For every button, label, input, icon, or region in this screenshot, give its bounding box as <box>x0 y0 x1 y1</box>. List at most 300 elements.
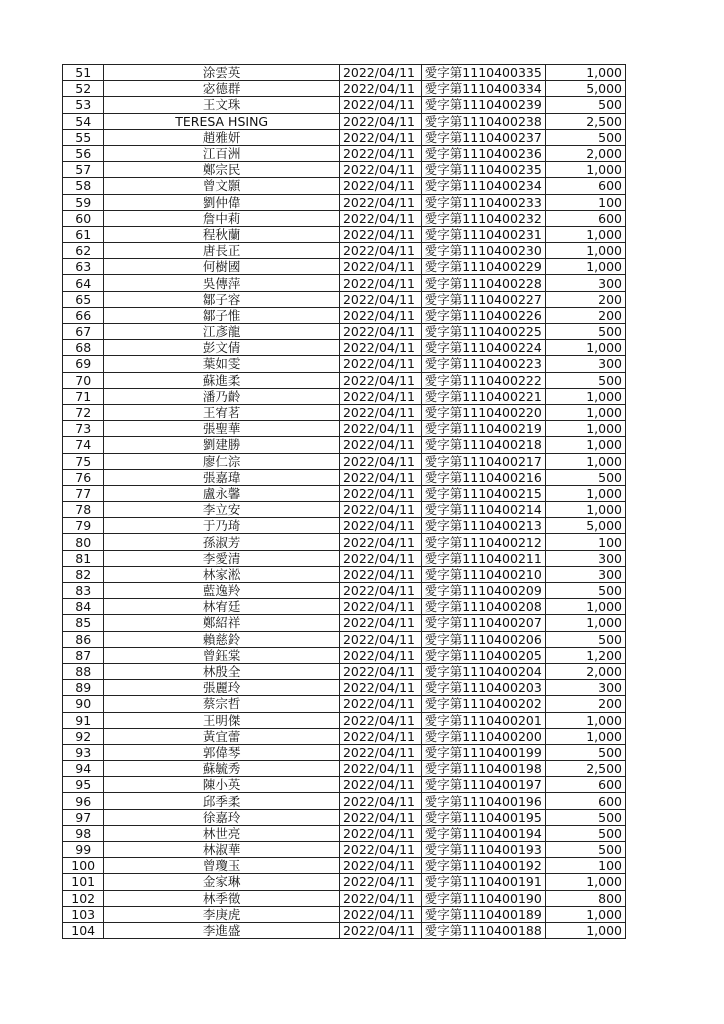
table-row <box>63 372 626 388</box>
receipt-number: 愛字第1110400190 <box>421 890 545 906</box>
table-row <box>63 583 626 599</box>
row-number: 55 <box>63 129 104 145</box>
receipt-number: 愛字第1110400191 <box>421 874 545 890</box>
donor-name: 鄒子容 <box>104 291 340 307</box>
donation-date: 2022/04/11 <box>339 874 421 890</box>
receipt-number: 愛字第1110400200 <box>421 728 545 744</box>
receipt-number: 愛字第1110400238 <box>421 113 545 129</box>
donation-date: 2022/04/11 <box>339 777 421 793</box>
receipt-number: 愛字第1110400195 <box>421 809 545 825</box>
table-row <box>63 647 626 663</box>
row-number: 95 <box>63 777 104 793</box>
donation-amount: 1,000 <box>546 259 626 275</box>
receipt-number: 愛字第1110400334 <box>421 81 545 97</box>
receipt-number: 愛字第1110400228 <box>421 275 545 291</box>
table-row <box>63 162 626 178</box>
receipt-number: 愛字第1110400216 <box>421 469 545 485</box>
receipt-number: 愛字第1110400205 <box>421 647 545 663</box>
table-row <box>63 421 626 437</box>
donation-amount: 2,500 <box>546 113 626 129</box>
row-number: 103 <box>63 906 104 922</box>
donor-name: 蔡宗哲 <box>104 696 340 712</box>
row-number: 78 <box>63 502 104 518</box>
donation-amount: 2,000 <box>546 663 626 679</box>
donation-amount: 1,000 <box>546 340 626 356</box>
donor-name: 李愛清 <box>104 550 340 566</box>
donor-name: 林家淞 <box>104 566 340 582</box>
row-number: 72 <box>63 404 104 420</box>
table-row <box>63 761 626 777</box>
table-row <box>63 842 626 858</box>
donor-name: 曾鈺棠 <box>104 647 340 663</box>
table-row <box>63 113 626 129</box>
table-row <box>63 404 626 420</box>
donation-amount: 500 <box>546 825 626 841</box>
donation-date: 2022/04/11 <box>339 65 421 81</box>
row-number: 90 <box>63 696 104 712</box>
receipt-number: 愛字第1110400188 <box>421 922 545 938</box>
donation-amount: 5,000 <box>546 518 626 534</box>
table-row <box>63 518 626 534</box>
table-row <box>63 129 626 145</box>
donation-amount: 1,000 <box>546 65 626 81</box>
donation-amount: 100 <box>546 534 626 550</box>
donation-amount: 500 <box>546 842 626 858</box>
row-number: 60 <box>63 210 104 226</box>
donation-date: 2022/04/11 <box>339 761 421 777</box>
receipt-number: 愛字第1110400192 <box>421 858 545 874</box>
donation-date: 2022/04/11 <box>339 518 421 534</box>
table-row <box>63 210 626 226</box>
row-number: 92 <box>63 728 104 744</box>
table-row <box>63 275 626 291</box>
donor-name: TERESA HSING <box>104 113 340 129</box>
donation-date: 2022/04/11 <box>339 210 421 226</box>
donation-date: 2022/04/11 <box>339 469 421 485</box>
donation-date: 2022/04/11 <box>339 81 421 97</box>
row-number: 104 <box>63 922 104 938</box>
receipt-number: 愛字第1110400209 <box>421 583 545 599</box>
table-row <box>63 615 626 631</box>
donor-name: 金家琳 <box>104 874 340 890</box>
donation-date: 2022/04/11 <box>339 744 421 760</box>
table-row <box>63 663 626 679</box>
row-number: 77 <box>63 485 104 501</box>
donation-amount: 600 <box>546 777 626 793</box>
row-number: 83 <box>63 583 104 599</box>
donation-amount: 200 <box>546 291 626 307</box>
row-number: 97 <box>63 809 104 825</box>
donation-date: 2022/04/11 <box>339 178 421 194</box>
table-row <box>63 178 626 194</box>
donation-amount: 200 <box>546 696 626 712</box>
donation-amount: 1,000 <box>546 388 626 404</box>
donor-name: 林宥廷 <box>104 599 340 615</box>
donor-name: 程秋蘭 <box>104 226 340 242</box>
donation-date: 2022/04/11 <box>339 485 421 501</box>
table-row <box>63 469 626 485</box>
row-number: 66 <box>63 307 104 323</box>
table-row <box>63 922 626 938</box>
table-row <box>63 226 626 242</box>
donation-date: 2022/04/11 <box>339 307 421 323</box>
donor-name: 張聖華 <box>104 421 340 437</box>
donation-date: 2022/04/11 <box>339 453 421 469</box>
donor-name: 何樹國 <box>104 259 340 275</box>
row-number: 54 <box>63 113 104 129</box>
donation-date: 2022/04/11 <box>339 825 421 841</box>
row-number: 63 <box>63 259 104 275</box>
row-number: 84 <box>63 599 104 615</box>
donor-name: 詹中莉 <box>104 210 340 226</box>
table-row <box>63 145 626 161</box>
table-row <box>63 712 626 728</box>
donation-amount: 500 <box>546 809 626 825</box>
receipt-number: 愛字第1110400214 <box>421 502 545 518</box>
table-row <box>63 906 626 922</box>
donor-name: 陳小英 <box>104 777 340 793</box>
donor-name: 涂雲英 <box>104 65 340 81</box>
donor-name: 葉如雯 <box>104 356 340 372</box>
receipt-number: 愛字第1110400198 <box>421 761 545 777</box>
donation-amount: 300 <box>546 356 626 372</box>
donor-name: 林淑華 <box>104 842 340 858</box>
row-number: 99 <box>63 842 104 858</box>
donation-amount: 600 <box>546 178 626 194</box>
donor-name: 廖仁淙 <box>104 453 340 469</box>
table-row <box>63 728 626 744</box>
row-number: 101 <box>63 874 104 890</box>
donation-date: 2022/04/11 <box>339 388 421 404</box>
donation-date: 2022/04/11 <box>339 793 421 809</box>
row-number: 52 <box>63 81 104 97</box>
donation-amount: 1,000 <box>546 922 626 938</box>
donation-amount: 500 <box>546 97 626 113</box>
donation-date: 2022/04/11 <box>339 145 421 161</box>
donor-name: 邱季柔 <box>104 793 340 809</box>
donation-date: 2022/04/11 <box>339 647 421 663</box>
donation-date: 2022/04/11 <box>339 583 421 599</box>
donation-date: 2022/04/11 <box>339 372 421 388</box>
donation-amount: 1,000 <box>546 421 626 437</box>
donation-amount: 300 <box>546 550 626 566</box>
receipt-number: 愛字第1110400211 <box>421 550 545 566</box>
donation-date: 2022/04/11 <box>339 129 421 145</box>
row-number: 69 <box>63 356 104 372</box>
donation-amount: 1,200 <box>546 647 626 663</box>
receipt-number: 愛字第1110400218 <box>421 437 545 453</box>
donation-date: 2022/04/11 <box>339 599 421 615</box>
donor-name: 孫淑芳 <box>104 534 340 550</box>
receipt-number: 愛字第1110400204 <box>421 663 545 679</box>
donation-amount: 1,000 <box>546 437 626 453</box>
table-row <box>63 340 626 356</box>
table-row <box>63 631 626 647</box>
receipt-number: 愛字第1110400227 <box>421 291 545 307</box>
donor-name: 黃宜蕾 <box>104 728 340 744</box>
donation-amount: 1,000 <box>546 453 626 469</box>
row-number: 58 <box>63 178 104 194</box>
table-row <box>63 485 626 501</box>
table-row <box>63 777 626 793</box>
receipt-number: 愛字第1110400217 <box>421 453 545 469</box>
table-row <box>63 291 626 307</box>
donation-date: 2022/04/11 <box>339 890 421 906</box>
donation-date: 2022/04/11 <box>339 712 421 728</box>
table-row <box>63 502 626 518</box>
receipt-number: 愛字第1110400221 <box>421 388 545 404</box>
donor-name: 王宥茗 <box>104 404 340 420</box>
donation-amount: 500 <box>546 631 626 647</box>
row-number: 85 <box>63 615 104 631</box>
donation-amount: 2,500 <box>546 761 626 777</box>
row-number: 86 <box>63 631 104 647</box>
donation-date: 2022/04/11 <box>339 194 421 210</box>
donation-date: 2022/04/11 <box>339 162 421 178</box>
table-row <box>63 680 626 696</box>
row-number: 91 <box>63 712 104 728</box>
donor-name: 賴慈鈴 <box>104 631 340 647</box>
donation-amount: 300 <box>546 680 626 696</box>
donor-name: 劉仲偉 <box>104 194 340 210</box>
donor-name: 潘乃齡 <box>104 388 340 404</box>
row-number: 73 <box>63 421 104 437</box>
donation-amount: 1,000 <box>546 404 626 420</box>
donation-date: 2022/04/11 <box>339 502 421 518</box>
table-row <box>63 809 626 825</box>
table-row <box>63 307 626 323</box>
row-number: 80 <box>63 534 104 550</box>
donation-date: 2022/04/11 <box>339 113 421 129</box>
row-number: 81 <box>63 550 104 566</box>
receipt-number: 愛字第1110400335 <box>421 65 545 81</box>
donation-date: 2022/04/11 <box>339 243 421 259</box>
donation-date: 2022/04/11 <box>339 728 421 744</box>
donor-name: 林世亮 <box>104 825 340 841</box>
receipt-number: 愛字第1110400237 <box>421 129 545 145</box>
row-number: 67 <box>63 324 104 340</box>
receipt-number: 愛字第1110400232 <box>421 210 545 226</box>
donor-name: 于乃琦 <box>104 518 340 534</box>
row-number: 102 <box>63 890 104 906</box>
donor-name: 蘇進柔 <box>104 372 340 388</box>
donation-date: 2022/04/11 <box>339 696 421 712</box>
table-row <box>63 356 626 372</box>
table-row <box>63 874 626 890</box>
donor-name: 彭文倩 <box>104 340 340 356</box>
table-row <box>63 194 626 210</box>
donation-date: 2022/04/11 <box>339 550 421 566</box>
row-number: 98 <box>63 825 104 841</box>
donation-date: 2022/04/11 <box>339 404 421 420</box>
table-row <box>63 324 626 340</box>
receipt-number: 愛字第1110400208 <box>421 599 545 615</box>
table-row <box>63 388 626 404</box>
donor-name: 鄭宗民 <box>104 162 340 178</box>
donor-name: 林殷全 <box>104 663 340 679</box>
donor-name: 李庚虎 <box>104 906 340 922</box>
donation-amount: 1,000 <box>546 226 626 242</box>
donation-date: 2022/04/11 <box>339 680 421 696</box>
donation-date: 2022/04/11 <box>339 340 421 356</box>
donation-date: 2022/04/11 <box>339 906 421 922</box>
row-number: 62 <box>63 243 104 259</box>
row-number: 79 <box>63 518 104 534</box>
receipt-number: 愛字第1110400215 <box>421 485 545 501</box>
receipt-number: 愛字第1110400223 <box>421 356 545 372</box>
receipt-number: 愛字第1110400207 <box>421 615 545 631</box>
receipt-number: 愛字第1110400219 <box>421 421 545 437</box>
donation-date: 2022/04/11 <box>339 259 421 275</box>
donor-name: 宓德群 <box>104 81 340 97</box>
donation-amount: 100 <box>546 858 626 874</box>
donation-date: 2022/04/11 <box>339 615 421 631</box>
donation-amount: 200 <box>546 307 626 323</box>
table-row <box>63 534 626 550</box>
donation-amount: 1,000 <box>546 502 626 518</box>
receipt-number: 愛字第1110400213 <box>421 518 545 534</box>
receipt-number: 愛字第1110400203 <box>421 680 545 696</box>
donation-amount: 500 <box>546 324 626 340</box>
table-row <box>63 97 626 113</box>
donation-amount: 500 <box>546 372 626 388</box>
donation-date: 2022/04/11 <box>339 291 421 307</box>
receipt-number: 愛字第1110400196 <box>421 793 545 809</box>
donation-amount: 300 <box>546 566 626 582</box>
donor-name: 唐長正 <box>104 243 340 259</box>
receipt-number: 愛字第1110400220 <box>421 404 545 420</box>
row-number: 59 <box>63 194 104 210</box>
donor-name: 鄒子惟 <box>104 307 340 323</box>
donation-date: 2022/04/11 <box>339 437 421 453</box>
receipt-number: 愛字第1110400226 <box>421 307 545 323</box>
donor-name: 江彥龍 <box>104 324 340 340</box>
receipt-number: 愛字第1110400202 <box>421 696 545 712</box>
donation-date: 2022/04/11 <box>339 226 421 242</box>
receipt-number: 愛字第1110400201 <box>421 712 545 728</box>
row-number: 94 <box>63 761 104 777</box>
donation-amount: 1,000 <box>546 162 626 178</box>
donor-name: 蘇毓秀 <box>104 761 340 777</box>
receipt-number: 愛字第1110400212 <box>421 534 545 550</box>
receipt-number: 愛字第1110400206 <box>421 631 545 647</box>
row-number: 68 <box>63 340 104 356</box>
row-number: 64 <box>63 275 104 291</box>
receipt-number: 愛字第1110400233 <box>421 194 545 210</box>
receipt-number: 愛字第1110400194 <box>421 825 545 841</box>
donation-date: 2022/04/11 <box>339 356 421 372</box>
donor-name: 李進盛 <box>104 922 340 938</box>
donation-date: 2022/04/11 <box>339 534 421 550</box>
donation-amount: 500 <box>546 744 626 760</box>
donation-amount: 1,000 <box>546 906 626 922</box>
donation-amount: 1,000 <box>546 243 626 259</box>
table-row <box>63 858 626 874</box>
donation-date: 2022/04/11 <box>339 663 421 679</box>
donor-name: 張麗玲 <box>104 680 340 696</box>
row-number: 71 <box>63 388 104 404</box>
table-row <box>63 599 626 615</box>
row-number: 51 <box>63 65 104 81</box>
donor-name: 王明傑 <box>104 712 340 728</box>
donor-name: 王文珠 <box>104 97 340 113</box>
row-number: 75 <box>63 453 104 469</box>
donation-date: 2022/04/11 <box>339 842 421 858</box>
donation-amount: 1,000 <box>546 728 626 744</box>
row-number: 53 <box>63 97 104 113</box>
donation-amount: 2,000 <box>546 145 626 161</box>
table-row <box>63 744 626 760</box>
donation-date: 2022/04/11 <box>339 275 421 291</box>
donor-name: 吳傳萍 <box>104 275 340 291</box>
row-number: 100 <box>63 858 104 874</box>
table-row <box>63 453 626 469</box>
receipt-number: 愛字第1110400222 <box>421 372 545 388</box>
table-row <box>63 81 626 97</box>
row-number: 96 <box>63 793 104 809</box>
row-number: 87 <box>63 647 104 663</box>
donation-date: 2022/04/11 <box>339 858 421 874</box>
donation-amount: 100 <box>546 194 626 210</box>
receipt-number: 愛字第1110400235 <box>421 162 545 178</box>
donation-date: 2022/04/11 <box>339 324 421 340</box>
row-number: 93 <box>63 744 104 760</box>
donor-name: 徐嘉玲 <box>104 809 340 825</box>
donor-name: 曾文顥 <box>104 178 340 194</box>
donor-name: 藍逸羚 <box>104 583 340 599</box>
row-number: 56 <box>63 145 104 161</box>
row-number: 82 <box>63 566 104 582</box>
donation-amount: 1,000 <box>546 615 626 631</box>
receipt-number: 愛字第1110400231 <box>421 226 545 242</box>
donation-date: 2022/04/11 <box>339 421 421 437</box>
receipt-number: 愛字第1110400239 <box>421 97 545 113</box>
donation-table <box>62 64 626 939</box>
table-row <box>63 65 626 81</box>
table-row <box>63 566 626 582</box>
receipt-number: 愛字第1110400193 <box>421 842 545 858</box>
row-number: 61 <box>63 226 104 242</box>
donor-name: 鄭紹祥 <box>104 615 340 631</box>
donor-name: 江百洲 <box>104 145 340 161</box>
table-row <box>63 259 626 275</box>
donor-name: 劉建勝 <box>104 437 340 453</box>
donation-amount: 1,000 <box>546 712 626 728</box>
receipt-number: 愛字第1110400225 <box>421 324 545 340</box>
donation-date: 2022/04/11 <box>339 809 421 825</box>
table-row <box>63 243 626 259</box>
table-body <box>63 65 626 939</box>
donor-name: 趙雅妍 <box>104 129 340 145</box>
donation-date: 2022/04/11 <box>339 566 421 582</box>
receipt-number: 愛字第1110400197 <box>421 777 545 793</box>
row-number: 76 <box>63 469 104 485</box>
donation-date: 2022/04/11 <box>339 922 421 938</box>
donor-name: 林季徵 <box>104 890 340 906</box>
donor-name: 盧永馨 <box>104 485 340 501</box>
donation-amount: 600 <box>546 210 626 226</box>
row-number: 70 <box>63 372 104 388</box>
donation-amount: 5,000 <box>546 81 626 97</box>
table-row <box>63 793 626 809</box>
donation-amount: 1,000 <box>546 485 626 501</box>
receipt-number: 愛字第1110400189 <box>421 906 545 922</box>
receipt-number: 愛字第1110400236 <box>421 145 545 161</box>
donor-name: 張嘉瑋 <box>104 469 340 485</box>
donor-name: 李立安 <box>104 502 340 518</box>
receipt-number: 愛字第1110400199 <box>421 744 545 760</box>
donation-date: 2022/04/11 <box>339 97 421 113</box>
